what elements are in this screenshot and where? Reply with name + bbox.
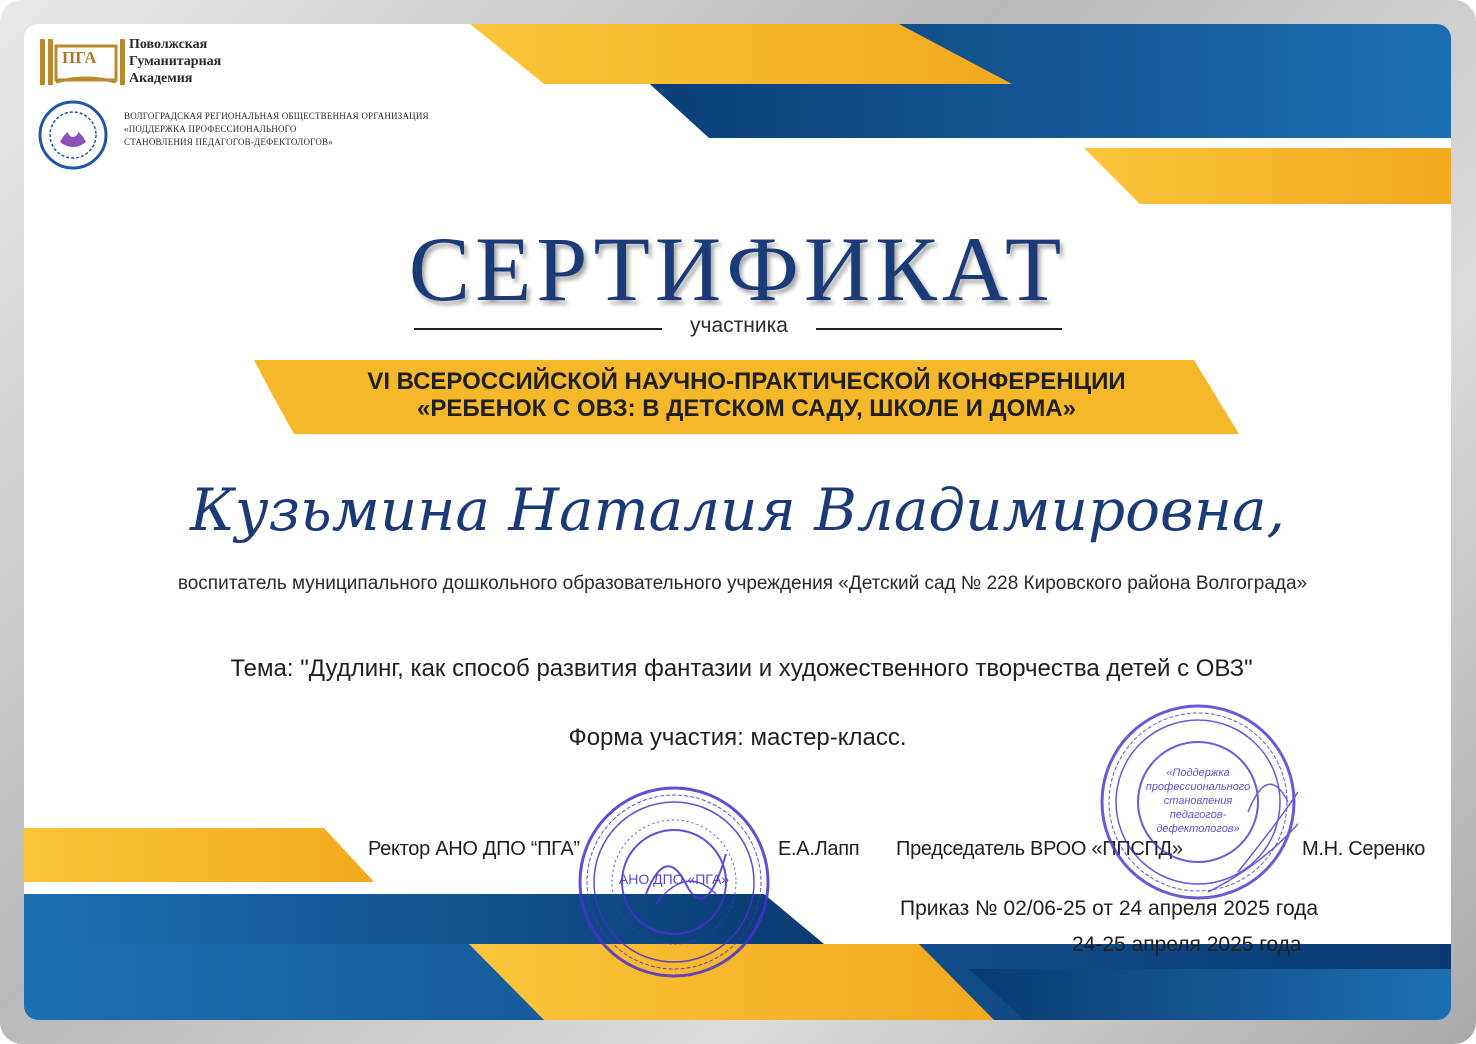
vroo-name bbox=[124, 110, 429, 149]
top-right-gold-stripe bbox=[1084, 148, 1451, 204]
conference-line: VI ВСЕРОССИЙСКОЙ НАУЧНО-ПРАКТИЧЕСКОЙ КОНФЕРЕНЦИИ bbox=[367, 368, 1126, 395]
pga-name-line: Гуманитарная bbox=[129, 54, 222, 69]
vroo-name-line: СТАНОВЛЕНИЯ ПЕДАГОГОВ-ДЕФЕКТОЛОГОВ» bbox=[124, 137, 333, 147]
rector-title: Ректор АНО ДПО “ПГА” bbox=[368, 838, 580, 860]
pga-name bbox=[129, 36, 221, 87]
chair-name: М.Н. Серенко bbox=[1302, 838, 1426, 860]
stamp-right-text: становления bbox=[1163, 795, 1233, 807]
conference-title bbox=[254, 368, 1239, 422]
rector-name: Е.А.Лапп bbox=[778, 838, 860, 860]
order-text: Приказ № 02/06-25 от 24 апреля 2025 года bbox=[900, 897, 1319, 920]
vroo-name-line: ВОЛГОГРАДСКАЯ РЕГИОНАЛЬНАЯ ОБЩЕСТВЕННАЯ ОРГАНИЗАЦИЯ bbox=[124, 111, 429, 121]
stamp-left-text: АНО ДПО «ПГА» bbox=[618, 871, 730, 887]
topic: Тема: "Дудлинг, как способ развития фантазии и художественного творчества детей с ОВЗ" bbox=[230, 655, 1253, 682]
pga-name-line: Поволжская bbox=[129, 37, 208, 52]
certificate-title: СЕРТИФИКАТ bbox=[408, 218, 1067, 320]
stamp-right-text: профессионального bbox=[1145, 781, 1251, 793]
bottom-right-blue-stripe bbox=[969, 969, 1451, 1020]
recipient-name: Кузьмина Наталия Владимировна, bbox=[190, 476, 1285, 544]
pga-name-line: Академия bbox=[129, 71, 193, 86]
bottom-blue-stripe bbox=[24, 894, 824, 944]
stamp-right-text: «Поддержка bbox=[1166, 767, 1230, 779]
divider-right bbox=[816, 328, 1062, 330]
stamp-right-text: педагогов- bbox=[1169, 809, 1227, 821]
conference-line: «РЕБЕНОК С ОВЗ: В ДЕТСКОМ САДУ, ШКОЛЕ И ДОМА» bbox=[416, 395, 1076, 422]
participation-form: Форма участия: мастер-класс. bbox=[568, 724, 907, 751]
bottom-left-gold-stripe bbox=[24, 828, 374, 882]
pga-monogram: ПГА bbox=[62, 48, 97, 67]
event-dates: 24-25 апреля 2025 года bbox=[1072, 933, 1302, 956]
divider-left bbox=[414, 328, 662, 330]
bottom-gold-stripe bbox=[469, 944, 994, 1020]
recipient-position: воспитатель муниципального дошкольного образовательного учреждения «Детский сад № 228 Кировского района Волгограда» bbox=[177, 573, 1308, 594]
vroo-logo-icon bbox=[38, 100, 108, 170]
stamp-right-text: дефектологов» bbox=[1156, 823, 1240, 835]
certificate-sheet bbox=[24, 24, 1451, 1020]
chair-title: Председатель ВРОО «ППСПД» bbox=[896, 838, 1183, 860]
vroo-name-line: «ПОДДЕРЖКА ПРОФЕССИОНАЛЬНОГО bbox=[124, 124, 297, 134]
certificate-subtitle: участника bbox=[690, 314, 788, 337]
